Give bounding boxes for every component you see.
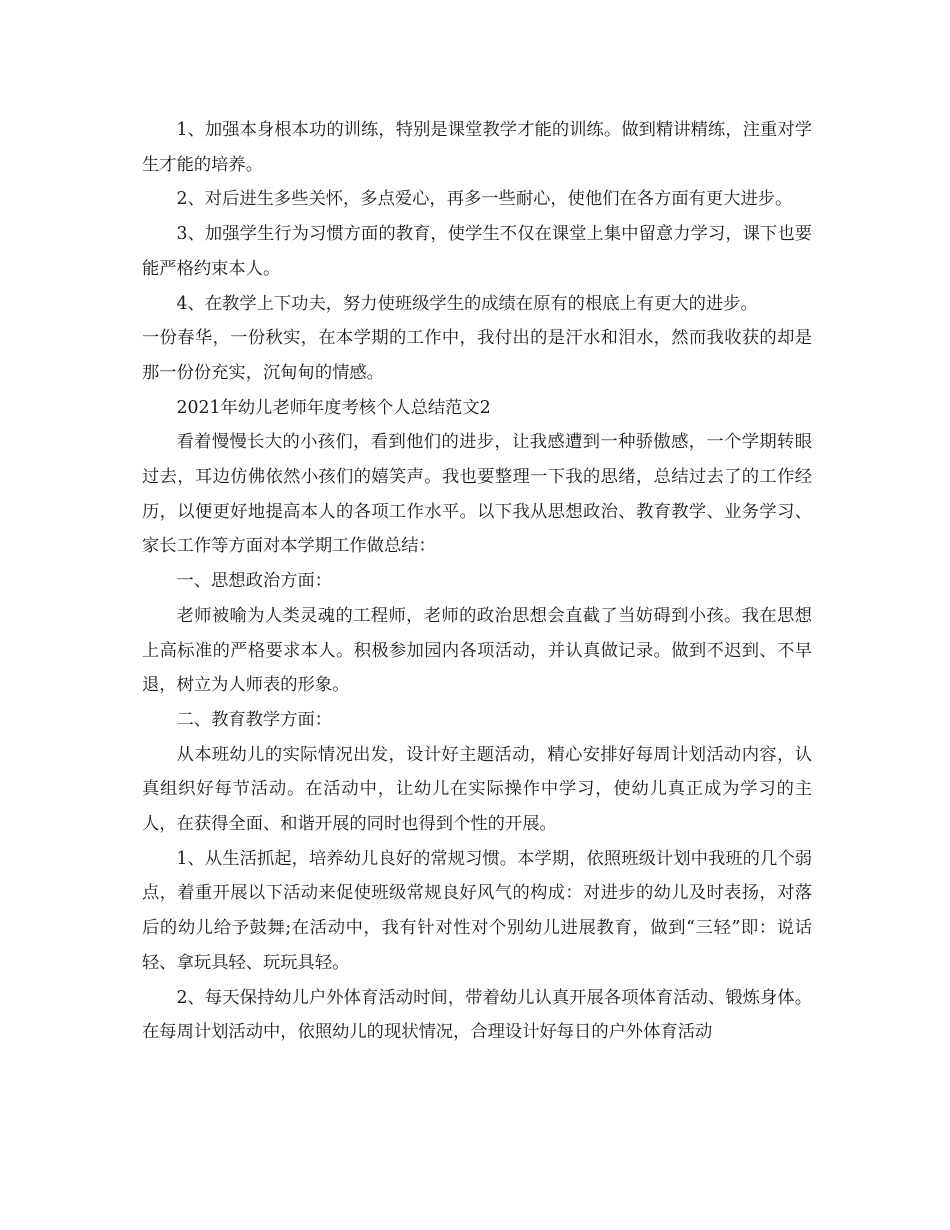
paragraph-education-teaching: 从本班幼儿的实际情况出发，设计好主题活动，精心安排好每周计划活动内容，认真组织好每节活动。在活动中，让幼儿在实际操作中学习，使幼儿真正成为学习的主人，在获得全面、和谐开展的同时也得到个性的开展。 <box>142 744 812 835</box>
paragraph-teaching-effort: 4、在教学上下功夫，努力使班级学生的成绩在原有的根底上有更大的进步。 <box>176 293 758 314</box>
paragraph-outdoor-activities: 2、每天保持幼儿户外体育活动时间，带着幼儿认真开展各项体育活动、锻炼身体。在每周计划活动中，依照幼儿的现状情况，合理设计好每日的户外体育活动 <box>142 987 812 1043</box>
paragraph-closing-reflection: 一份春华，一份秋实，在本学期的工作中，我付出的是汗水和泪水，然而我收获的却是那一份份充实，沉甸甸的情感。 <box>142 328 812 383</box>
heading-political-thought: 一、思想政治方面： <box>176 571 333 592</box>
paragraph-routine-habits: 1、从生活抓起，培养幼儿良好的常规习惯。本学期，依照班级计划中我班的几个弱点，着重开展以下活动来促使班级常规良好风气的构成：对进步的幼儿及时表扬，对落后的幼儿给予鼓舞;在活动中，我有针对性对个别幼儿进展教育，做到“三轻”即：说话轻、拿玩具轻、玩玩具轻。 <box>142 848 812 973</box>
document-body <box>142 113 812 1050</box>
paragraph-care-for-students: 2、对后进生多些关怀，多点爱心，再多一些耐心，使他们在各方面有更大进步。 <box>176 189 793 210</box>
section-title-summary-2: 2021年幼儿老师年度考核个人总结范文2 <box>176 397 491 418</box>
paragraph-training-basics: 1、加强本身根本功的训练，特别是课堂教学才能的训练。做到精讲精练，注重对学生才能的培养。 <box>142 120 812 175</box>
paragraph-behavior-habits: 3、加强学生行为习惯方面的教育，使学生不仅在课堂上集中留意力学习，课下也要能严格约束本人。 <box>142 224 812 279</box>
paragraph-introduction: 看着慢慢长大的小孩们，看到他们的进步，让我感遭到一种骄傲感，一个学期转眼过去，耳边仿佛依然小孩们的嬉笑声。我也要整理一下我的思绪，总结过去了的工作经历，以便更好地提高本人的各项工作水平。以下我从思想政治、教育教学、业务学习、家长工作等方面对本学期工作做总结： <box>142 432 812 557</box>
paragraph-political-thought: 老师被喻为人类灵魂的工程师，老师的政治思想会直截了当妨碍到小孩。我在思想上高标准的严格要求本人。积极参加园内各项活动，并认真做记录。做到不迟到、不早退，树立为人师表的形象。 <box>142 605 812 696</box>
heading-education-teaching: 二、教育教学方面： <box>176 709 333 730</box>
